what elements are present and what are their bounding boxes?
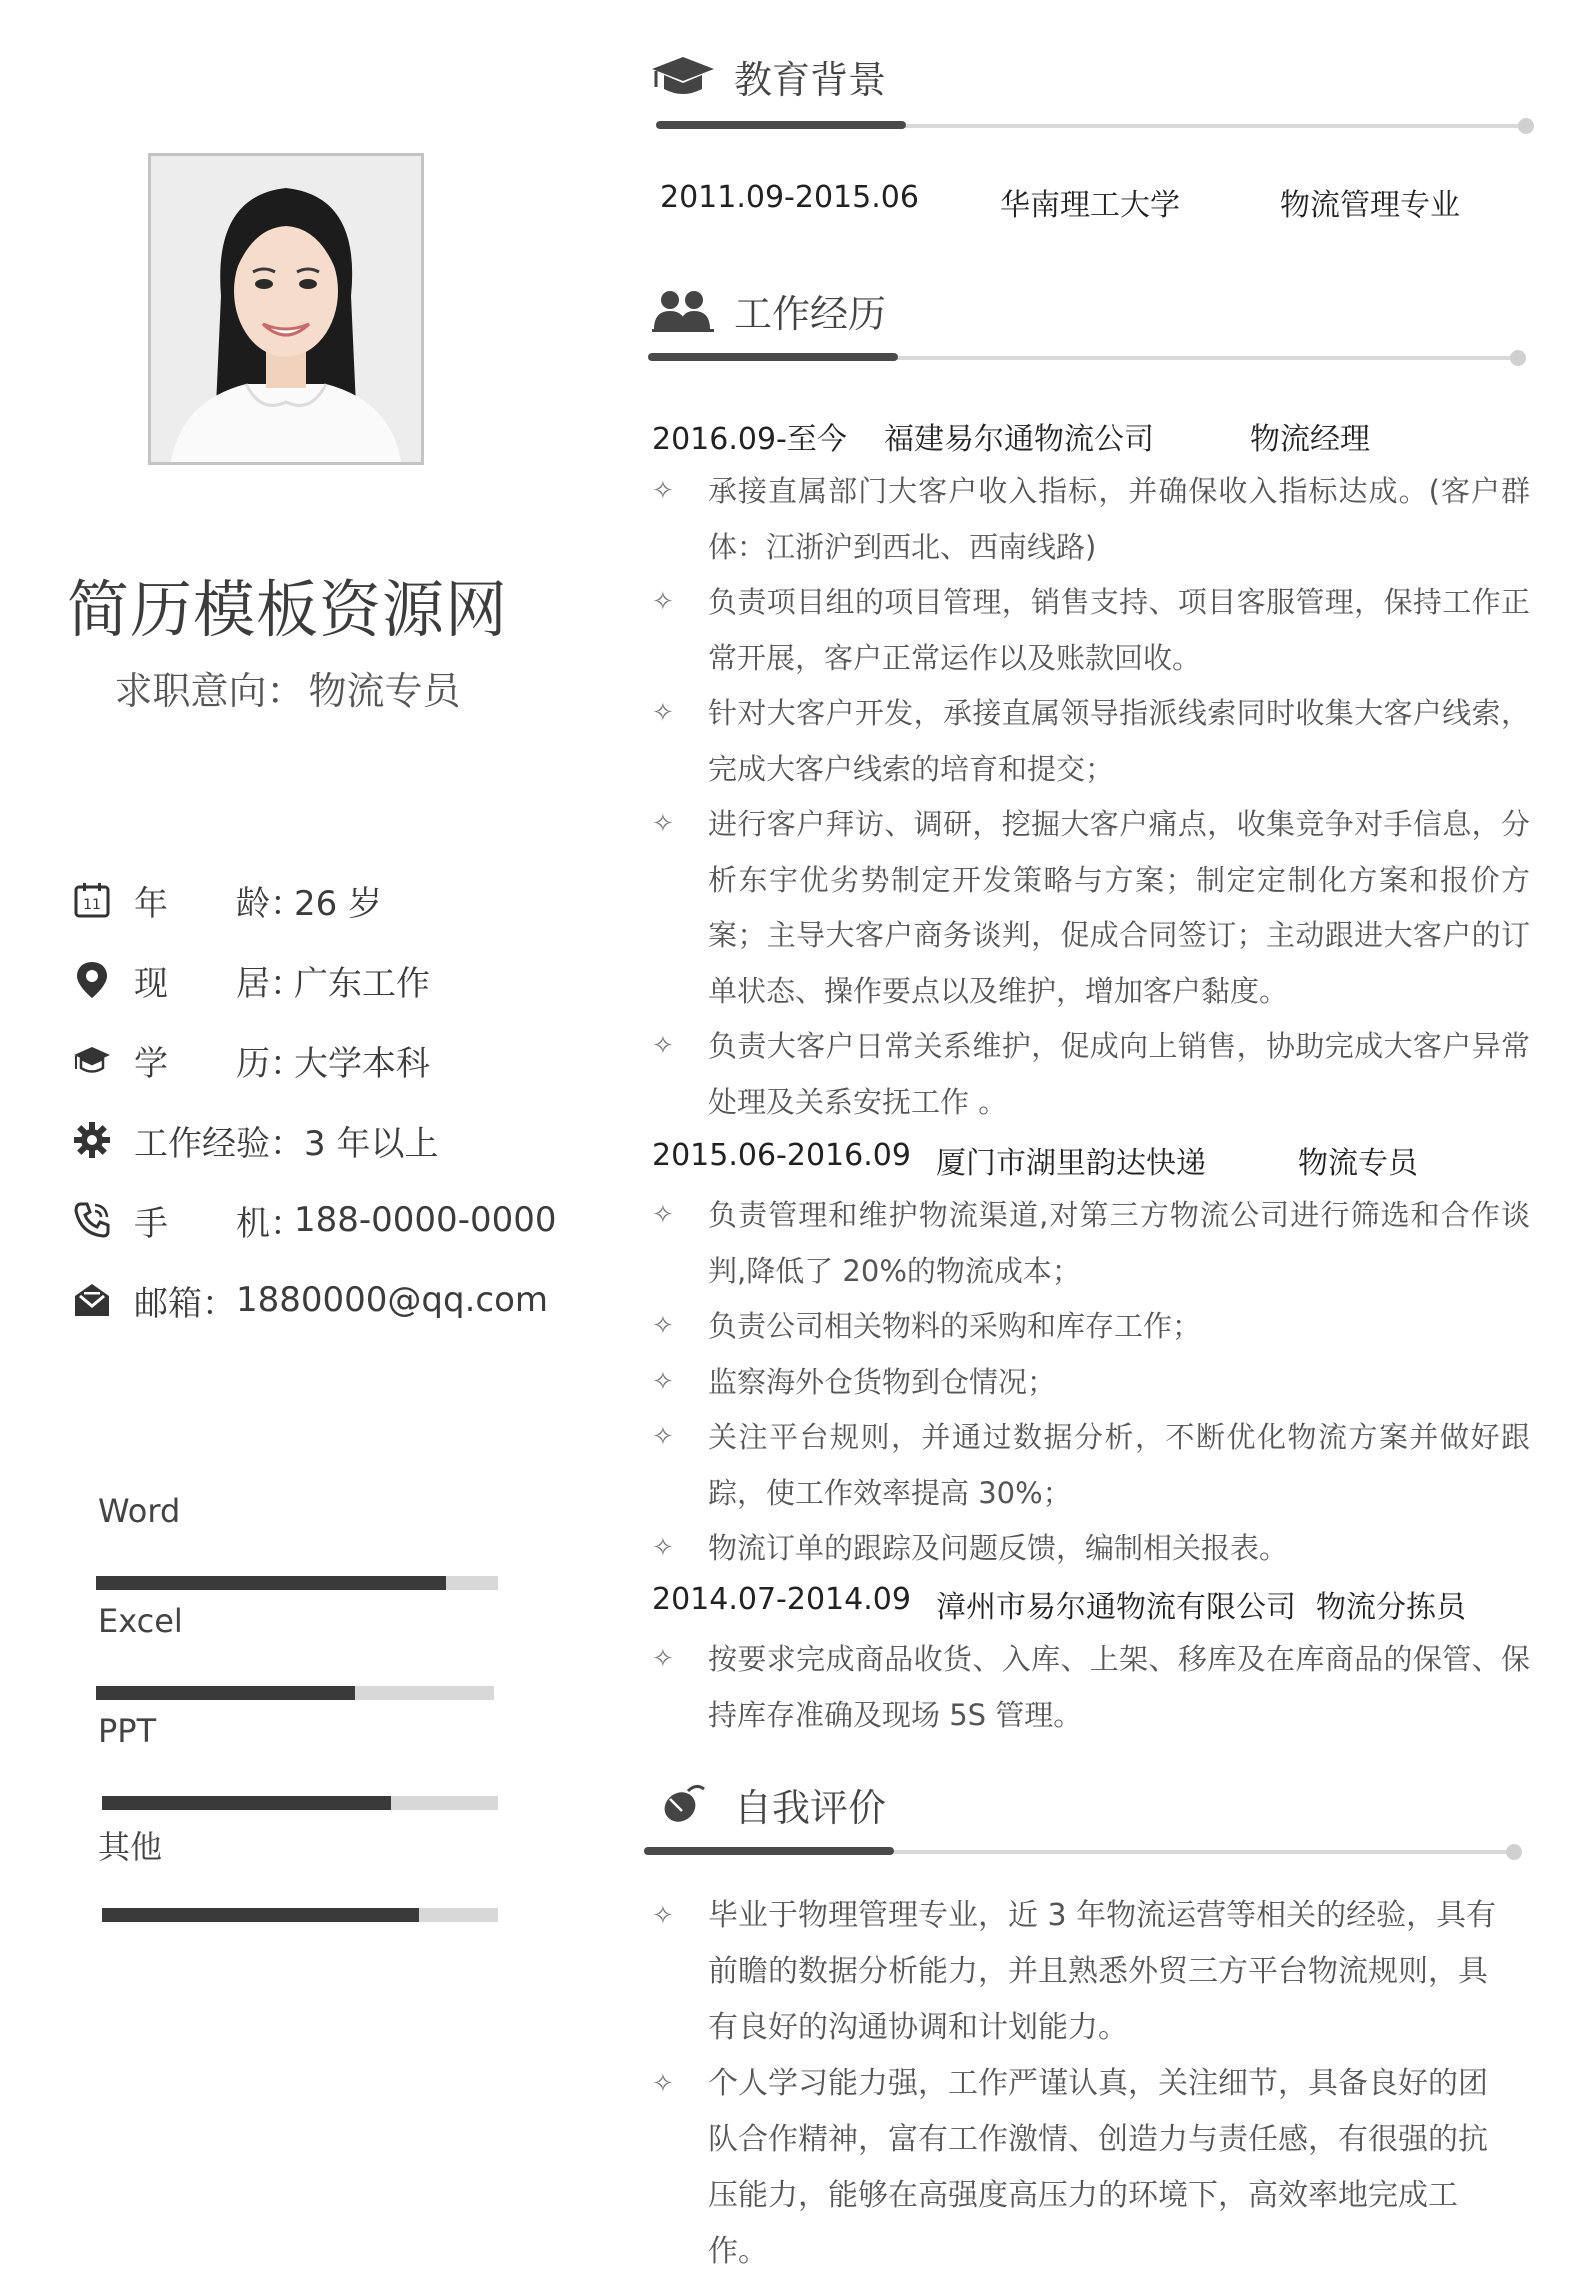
list-item: ✧ 负责管理和维护物流渠道,对第三方物流公司进行筛选和合作谈判,降低了 20%的物流成本；	[652, 1188, 1530, 1299]
skill-label-excel: Excel	[98, 1602, 183, 1640]
sparkle-bullet-icon: ✧	[652, 1366, 674, 1397]
graduation-cap-icon	[650, 53, 716, 99]
job-bullets	[652, 464, 1530, 1130]
skill-fill-excel	[96, 1686, 355, 1700]
skill-label-ppt: PPT	[98, 1712, 157, 1750]
section-divider-accent	[656, 121, 906, 129]
job-bullets	[652, 1188, 1530, 1577]
job-period: 2014.07-2014.09	[652, 1582, 911, 1617]
list-item: ✧ 负责大客户日常关系维护，促成向上销售，协助完成大客户异常处理及关系安抚工作 。	[652, 1019, 1530, 1130]
education-major: 物流管理专业	[1280, 188, 1460, 223]
sparkle-bullet-icon: ✧	[652, 2069, 674, 2099]
info-value: 大学本科	[294, 1043, 430, 1084]
list-item: ✧ 进行客户拜访、调研，挖掘大客户痛点，收集竞争对手信息，分析东宇优劣势制定开发策略与方案；制定定制化方案和报价方案；主导大客户商务谈判，促成合同签订；主动跟进大客户的订单状态、操作要点以及维护，增加客户黏度。	[652, 797, 1530, 1019]
skill-track-other	[102, 1908, 498, 1922]
sparkle-bullet-icon: ✧	[652, 476, 674, 506]
skill-label-other: 其他	[98, 1828, 163, 1866]
skill-fill-other	[102, 1908, 419, 1922]
profile-photo	[148, 153, 424, 465]
info-label: 现 居：	[134, 963, 304, 1004]
job-intention	[0, 660, 575, 715]
info-value: 广东工作	[294, 963, 430, 1004]
info-row-phone	[72, 1190, 557, 1250]
job-title: 物流分拣员	[1316, 1590, 1466, 1625]
job-period: 2015.06-2016.09	[652, 1138, 911, 1173]
sparkle-bullet-icon: ✧	[652, 1533, 674, 1563]
skill-label-word: Word	[98, 1492, 181, 1530]
info-row-education	[72, 1030, 430, 1090]
self-evaluation-list	[652, 1888, 1504, 2280]
skill-track-word	[96, 1576, 498, 1590]
section-header-education	[650, 46, 886, 106]
sparkle-bullet-icon: ✧	[652, 1200, 674, 1230]
gear-icon	[72, 1120, 112, 1160]
section-divider-accent	[648, 353, 898, 361]
section-header-work	[650, 280, 886, 340]
sparkle-bullet-icon: ✧	[652, 1031, 674, 1061]
education-school: 华南理工大学	[1000, 188, 1180, 223]
location-pin-icon	[72, 960, 112, 1000]
section-title: 工作经历	[734, 291, 887, 336]
section-divider-dot	[1506, 1844, 1522, 1860]
sparkle-bullet-icon: ✧	[652, 1901, 674, 1931]
list-item: ✧ 个人学习能力强，工作严谨认真，关注细节，具备良好的团队合作精神，富有工作激情、创造力与责任感，有很强的抗压能力，能够在高强度高压力的环境下，高效率地完成工作。	[652, 2056, 1504, 2280]
list-item: ✧ 按要求完成商品收货、入库、上架、移库及在库商品的保管、保持库存准确及现场 5S 管理。	[652, 1632, 1530, 1743]
job-intention-value: 物流专员	[308, 669, 461, 713]
skill-track-excel	[96, 1686, 494, 1700]
list-item: ✧ 负责项目组的项目管理，销售支持、项目客服管理，保持工作正常开展，客户正常运作以及账款回收。	[652, 575, 1530, 686]
info-label: 工作经验：	[134, 1123, 304, 1164]
job-title: 物流经理	[1250, 422, 1370, 457]
education-row	[660, 180, 1560, 230]
calendar-icon	[72, 880, 112, 920]
info-row-age	[72, 870, 382, 930]
job-company: 福建易尔通物流公司	[884, 422, 1154, 457]
mail-icon	[72, 1280, 112, 1320]
job-period: 2016.09-至今	[652, 422, 847, 457]
job-bullets	[652, 1632, 1530, 1743]
phone-icon	[72, 1200, 112, 1240]
sparkle-bullet-icon: ✧	[652, 698, 674, 728]
job-company: 厦门市湖里韵达快递	[936, 1146, 1206, 1181]
section-header-self-evaluation	[650, 1774, 886, 1834]
sparkle-bullet-icon: ✧	[652, 1311, 674, 1341]
info-label: 学 历：	[134, 1043, 304, 1084]
info-value: 26 岁	[294, 883, 383, 924]
section-divider-dot	[1510, 350, 1526, 366]
list-item: ✧ 毕业于物理管理专业，近 3 年物流运营等相关的经验，具有前瞻的数据分析能力，并且熟悉外贸三方平台物流规则，具有良好的沟通协调和计划能力。	[652, 1888, 1504, 2056]
candidate-name: 简历模板资源网	[66, 573, 508, 646]
job-header	[652, 414, 1552, 464]
sparkle-bullet-icon: ✧	[652, 1644, 674, 1674]
list-item: ✧ 针对大客户开发，承接直属领导指派线索同时收集大客户线索，完成大客户线索的培育和提交；	[652, 686, 1530, 797]
mouse-pen-icon	[650, 1781, 716, 1827]
job-header	[652, 1138, 1552, 1188]
list-item: ✧ 物流订单的跟踪及问题反馈，编制相关报表。	[652, 1521, 1530, 1577]
info-label: 手 机：	[134, 1203, 304, 1244]
list-item: ✧ 监察海外仓货物到仓情况；	[652, 1355, 1530, 1411]
info-row-residence	[72, 950, 430, 1010]
skill-fill-ppt	[102, 1796, 391, 1810]
team-users-icon	[650, 287, 716, 333]
job-title: 物流专员	[1298, 1146, 1418, 1181]
section-title: 自我评价	[734, 1785, 887, 1830]
education-period: 2011.09-2015.06	[660, 180, 919, 215]
section-divider-accent	[644, 1847, 894, 1855]
info-row-email	[72, 1270, 548, 1330]
sparkle-bullet-icon: ✧	[652, 1422, 674, 1452]
info-value: 3 年以上	[304, 1123, 439, 1164]
list-item: ✧ 负责公司相关物料的采购和库存工作；	[652, 1299, 1530, 1355]
job-intention-label: 求职意向：	[114, 669, 305, 713]
sparkle-bullet-icon: ✧	[652, 587, 674, 617]
portrait-illustration	[151, 156, 421, 462]
skill-track-ppt	[102, 1796, 498, 1810]
skill-fill-word	[96, 1576, 446, 1590]
info-value: 188-0000-0000	[294, 1200, 557, 1240]
job-company: 漳州市易尔通物流有限公司	[936, 1590, 1296, 1625]
section-title: 教育背景	[734, 57, 887, 102]
section-divider-dot	[1518, 118, 1534, 134]
info-label: 邮箱：	[134, 1283, 236, 1324]
info-value: 1880000@qq.com	[236, 1280, 549, 1320]
info-label: 年 龄：	[134, 883, 304, 924]
list-item: ✧ 关注平台规则，并通过数据分析，不断优化物流方案并做好跟踪，使工作效率提高 30%；	[652, 1410, 1530, 1521]
graduation-cap-icon	[72, 1040, 112, 1080]
svg-text:11: 11	[83, 897, 101, 913]
sparkle-bullet-icon: ✧	[652, 809, 674, 839]
info-row-experience	[72, 1110, 438, 1170]
job-header	[652, 1582, 1552, 1632]
list-item: ✧ 承接直属部门大客户收入指标，并确保收入指标达成。(客户群体：江浙沪到西北、西南线路)	[652, 464, 1530, 575]
